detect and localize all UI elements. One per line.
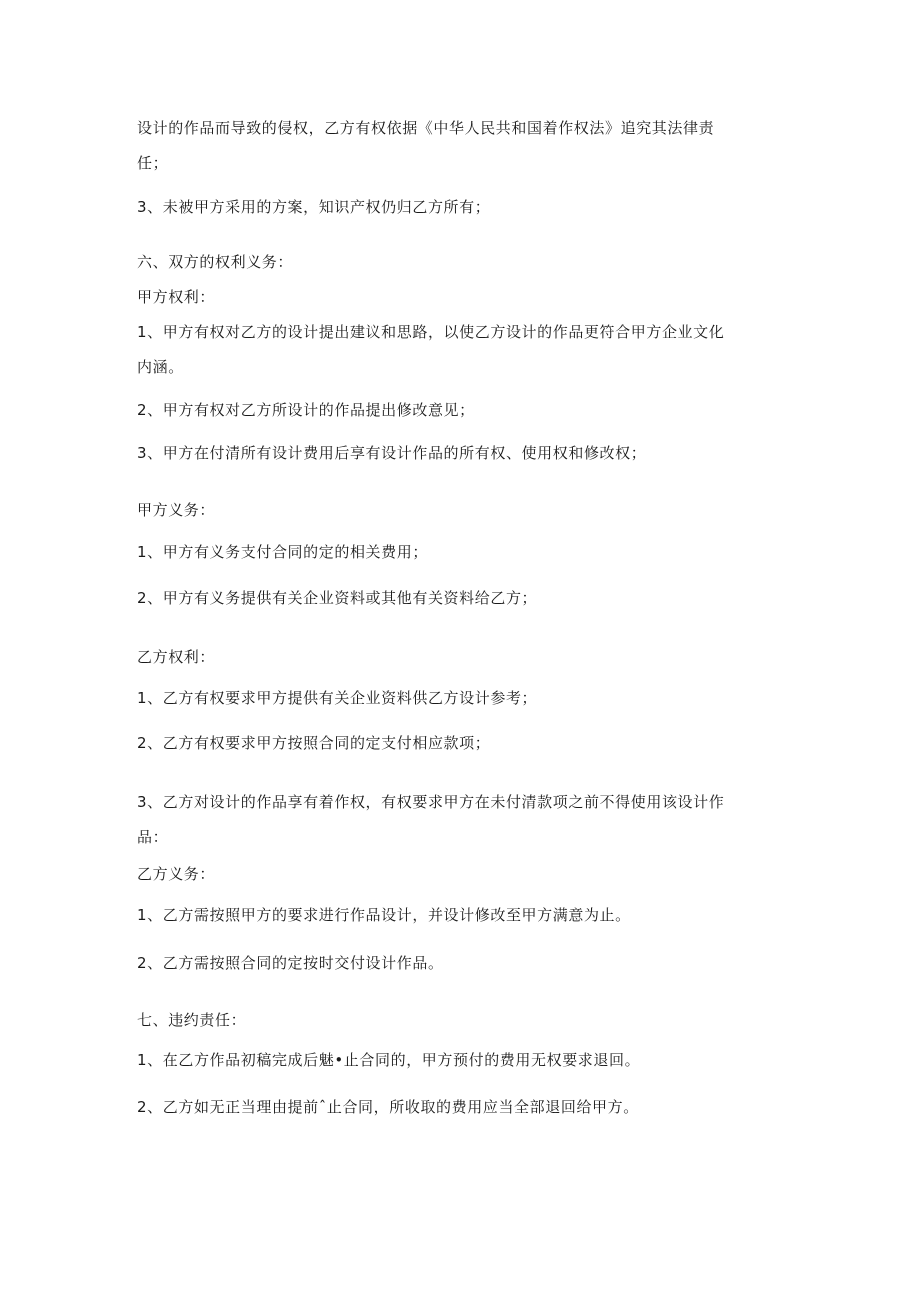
paragraph-line: 任； — [137, 154, 169, 172]
subsection-heading: 乙方权利： — [137, 648, 216, 666]
paragraph-line: 2、甲方有权对乙方所设计的作品提出修改意见； — [137, 401, 475, 419]
subsection-heading: 甲方权利： — [137, 288, 216, 306]
section-heading: 六、双方的权利义务： — [137, 253, 294, 271]
paragraph-line: 3、甲方在付清所有设计费用后享有设计作品的所有权、使用权和修改权； — [137, 444, 647, 462]
paragraph-line: 内涵。 — [137, 358, 184, 376]
paragraph-line: 设计的作品而导致的侵权，乙方有权依据《中华人民共和国着作权法》追究其法律责 — [137, 119, 715, 137]
paragraph-line: 品： — [137, 828, 169, 846]
paragraph-line: 2、乙方有权要求甲方按照合同的定支付相应款项； — [137, 734, 491, 752]
section-heading: 七、违约责任： — [137, 1011, 247, 1029]
paragraph-line: 3、未被甲方采用的方案，知识产权仍归乙方所有； — [137, 198, 491, 216]
paragraph-line: 1、甲方有权对乙方的设计提出建议和思路，以使乙方设计的作品更符合甲方企业文化 — [137, 323, 725, 341]
paragraph-line: 3、乙方对设计的作品享有着作权，有权要求甲方在未付清款项之前不得使用该设计作 — [137, 793, 725, 811]
paragraph-line: 1、在乙方作品初稿完成后魅•止合同的，甲方预付的费用无权要求退回。 — [137, 1051, 641, 1069]
subsection-heading: 甲方义务： — [137, 501, 216, 519]
paragraph-line: 2、甲方有义务提供有关企业资料或其他有关资料给乙方； — [137, 589, 538, 607]
paragraph-line: 2、乙方需按照合同的定按时交付设计作品。 — [137, 954, 444, 972]
subsection-heading: 乙方义务： — [137, 865, 216, 883]
paragraph-line: 1、乙方有权要求甲方提供有关企业资料供乙方设计参考； — [137, 689, 538, 707]
paragraph-line: 2、乙方如无正当理由提前ˆ止合同，所收取的费用应当全部退回给甲方。 — [137, 1098, 639, 1116]
paragraph-line: 1、甲方有义务支付合同的定的相关费用； — [137, 543, 428, 561]
paragraph-line: 1、乙方需按照甲方的要求进行作品设计，并设计修改至甲方满意为止。 — [137, 906, 631, 924]
